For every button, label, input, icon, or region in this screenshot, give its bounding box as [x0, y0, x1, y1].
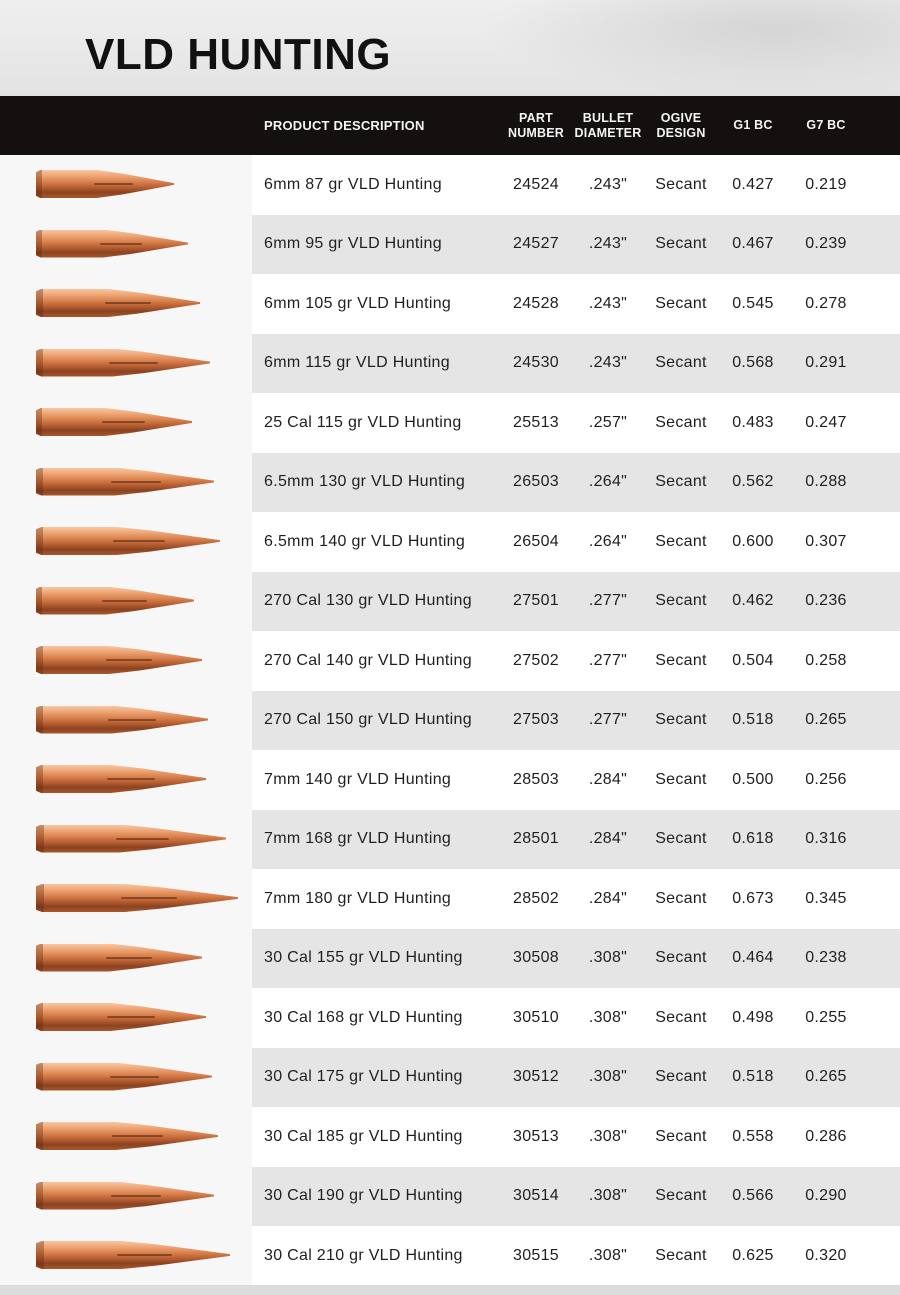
bullet-icon — [36, 1122, 218, 1150]
ogive-design: Secant — [655, 1246, 707, 1264]
table-row — [0, 929, 900, 989]
table-row — [0, 1048, 900, 1108]
part-number: 24527 — [513, 235, 559, 253]
g1-bc: 0.558 — [732, 1127, 774, 1145]
ogive-design: Secant — [655, 175, 707, 193]
part-number: 30515 — [513, 1246, 559, 1264]
bullet-image-cell — [0, 393, 252, 453]
bullet-image-cell — [0, 512, 252, 572]
product-description: 270 Cal 140 gr VLD Hunting — [264, 651, 472, 669]
product-table — [0, 155, 900, 1286]
column-header-bullet-diameter: BULLET DIAMETER — [574, 110, 642, 140]
table-row — [0, 1226, 900, 1286]
table-row — [0, 1167, 900, 1227]
part-number: 28503 — [513, 770, 559, 788]
bullet-icon — [36, 527, 220, 555]
product-description: 6mm 95 gr VLD Hunting — [264, 235, 442, 253]
ogive-design: Secant — [655, 830, 707, 848]
g7-bc: 0.288 — [805, 473, 847, 491]
g7-bc: 0.247 — [805, 413, 847, 431]
bullet-icon — [36, 587, 194, 615]
ogive-design: Secant — [655, 651, 707, 669]
product-description: 30 Cal 175 gr VLD Hunting — [264, 1068, 463, 1086]
g7-bc: 0.258 — [805, 651, 847, 669]
g1-bc: 0.618 — [732, 830, 774, 848]
g1-bc: 0.500 — [732, 770, 774, 788]
g7-bc: 0.265 — [805, 1068, 847, 1086]
product-description: 6.5mm 140 gr VLD Hunting — [264, 532, 466, 550]
g7-bc: 0.290 — [805, 1187, 847, 1205]
g7-bc: 0.255 — [805, 1008, 847, 1026]
bullet-diameter: .277" — [588, 592, 628, 610]
g1-bc: 0.518 — [732, 1068, 774, 1086]
g1-bc: 0.600 — [732, 532, 774, 550]
bullet-image-cell — [0, 1167, 252, 1227]
product-description: 25 Cal 115 gr VLD Hunting — [264, 413, 462, 431]
g7-bc: 0.320 — [805, 1246, 847, 1264]
bullet-icon — [36, 884, 238, 912]
bullet-icon — [36, 408, 192, 436]
bullet-image-cell — [0, 334, 252, 394]
bullet-diameter: .277" — [588, 651, 628, 669]
part-number: 26503 — [513, 473, 559, 491]
bullet-icon — [36, 765, 206, 793]
page-title: VLD HUNTING — [85, 30, 392, 79]
g1-bc: 0.562 — [732, 473, 774, 491]
bullet-image-cell — [0, 631, 252, 691]
ogive-design: Secant — [655, 413, 707, 431]
ogive-design: Secant — [655, 473, 707, 491]
bullet-image-cell — [0, 810, 252, 870]
bullet-diameter: .284" — [588, 770, 628, 788]
g7-bc: 0.239 — [805, 235, 847, 253]
part-number: 24524 — [513, 175, 559, 193]
bullet-diameter: .243" — [588, 294, 628, 312]
table-row — [0, 1107, 900, 1167]
table-row — [0, 810, 900, 870]
g1-bc: 0.462 — [732, 592, 774, 610]
g1-bc: 0.467 — [732, 235, 774, 253]
product-description: 6mm 105 gr VLD Hunting — [264, 294, 452, 312]
product-description: 7mm 180 gr VLD Hunting — [264, 889, 452, 907]
bullet-icon — [36, 825, 226, 853]
bullet-icon — [36, 944, 202, 972]
table-row — [0, 869, 900, 929]
part-number: 26504 — [513, 532, 559, 550]
part-number: 30513 — [513, 1127, 559, 1145]
column-header-g1-bc: G1 BC — [733, 118, 773, 132]
part-number: 24528 — [513, 294, 559, 312]
bullet-diameter: .308" — [588, 1187, 628, 1205]
g7-bc: 0.278 — [805, 294, 847, 312]
bullet-icon — [36, 468, 214, 496]
ogive-design: Secant — [655, 1127, 707, 1145]
part-number: 27501 — [513, 592, 559, 610]
g1-bc: 0.464 — [732, 949, 774, 967]
ogive-design: Secant — [655, 532, 707, 550]
product-description: 270 Cal 150 gr VLD Hunting — [264, 711, 472, 729]
part-number: 30510 — [513, 1008, 559, 1026]
bullet-icon — [36, 349, 210, 377]
ogive-design: Secant — [655, 889, 707, 907]
bullet-icon — [36, 1241, 230, 1269]
bullet-diameter: .264" — [588, 532, 628, 550]
g7-bc: 0.307 — [805, 532, 847, 550]
bullet-diameter: .264" — [588, 473, 628, 491]
bullet-image-cell — [0, 929, 252, 989]
ogive-design: Secant — [655, 592, 707, 610]
g1-bc: 0.625 — [732, 1246, 774, 1264]
bullet-diameter: .284" — [588, 830, 628, 848]
bullet-diameter: .257" — [588, 413, 628, 431]
table-row — [0, 988, 900, 1048]
bullet-icon — [36, 646, 202, 674]
bullet-diameter: .284" — [588, 889, 628, 907]
part-number: 30508 — [513, 949, 559, 967]
table-row — [0, 572, 900, 632]
part-number: 28502 — [513, 889, 559, 907]
bullet-image-cell — [0, 750, 252, 810]
ogive-design: Secant — [655, 235, 707, 253]
g7-bc: 0.238 — [805, 949, 847, 967]
bullet-icon — [36, 1063, 212, 1091]
part-number: 28501 — [513, 830, 559, 848]
ogive-design: Secant — [655, 949, 707, 967]
bullet-diameter: .243" — [588, 235, 628, 253]
g1-bc: 0.483 — [732, 413, 774, 431]
product-description: 30 Cal 168 gr VLD Hunting — [264, 1008, 463, 1026]
bullet-icon — [36, 289, 200, 317]
bullet-icon — [36, 1182, 214, 1210]
bullet-image-cell — [0, 215, 252, 275]
product-description: 30 Cal 210 gr VLD Hunting — [264, 1246, 463, 1264]
ogive-design: Secant — [655, 294, 707, 312]
ogive-design: Secant — [655, 1187, 707, 1205]
product-description: 6.5mm 130 gr VLD Hunting — [264, 473, 466, 491]
product-description: 7mm 140 gr VLD Hunting — [264, 770, 452, 788]
product-description: 6mm 87 gr VLD Hunting — [264, 175, 442, 193]
bullet-diameter: .308" — [588, 1068, 628, 1086]
table-row — [0, 274, 900, 334]
ogive-design: Secant — [655, 770, 707, 788]
bullet-diameter: .243" — [588, 175, 628, 193]
g1-bc: 0.498 — [732, 1008, 774, 1026]
bullet-image-cell — [0, 1107, 252, 1167]
part-number: 30514 — [513, 1187, 559, 1205]
bullet-icon — [36, 230, 188, 258]
product-description: 30 Cal 185 gr VLD Hunting — [264, 1127, 463, 1145]
table-row — [0, 393, 900, 453]
g1-bc: 0.673 — [732, 889, 774, 907]
part-number: 25513 — [513, 413, 559, 431]
part-number: 27503 — [513, 711, 559, 729]
bullet-image-cell — [0, 453, 252, 513]
ogive-design: Secant — [655, 1068, 707, 1086]
ogive-design: Secant — [655, 711, 707, 729]
g7-bc: 0.236 — [805, 592, 847, 610]
product-description: 30 Cal 155 gr VLD Hunting — [264, 949, 463, 967]
table-row — [0, 750, 900, 810]
g7-bc: 0.286 — [805, 1127, 847, 1145]
product-description: 30 Cal 190 gr VLD Hunting — [264, 1187, 463, 1205]
column-header-ogive-design: OGIVE DESIGN — [656, 110, 706, 140]
table-row — [0, 334, 900, 394]
bullet-image-cell — [0, 155, 252, 215]
bullet-image-cell — [0, 988, 252, 1048]
bullet-image-cell — [0, 572, 252, 632]
table-row — [0, 155, 900, 215]
bullet-icon — [36, 170, 174, 198]
g7-bc: 0.265 — [805, 711, 847, 729]
product-description: 7mm 168 gr VLD Hunting — [264, 830, 452, 848]
ogive-design: Secant — [655, 1008, 707, 1026]
bullet-diameter: .308" — [588, 1246, 628, 1264]
page-header — [0, 0, 900, 96]
part-number: 30512 — [513, 1068, 559, 1086]
g7-bc: 0.345 — [805, 889, 847, 907]
product-description: 6mm 115 gr VLD Hunting — [264, 354, 450, 372]
part-number: 24530 — [513, 354, 559, 372]
bullet-image-cell — [0, 1048, 252, 1108]
bullet-diameter: .308" — [588, 949, 628, 967]
product-description: 270 Cal 130 gr VLD Hunting — [264, 592, 472, 610]
bullet-icon — [36, 706, 208, 734]
bullet-icon — [36, 1003, 206, 1031]
column-header-g7-bc: G7 BC — [806, 118, 846, 132]
bullet-image-cell — [0, 691, 252, 751]
bullet-diameter: .243" — [588, 354, 628, 372]
g1-bc: 0.518 — [732, 711, 774, 729]
bullet-diameter: .277" — [588, 711, 628, 729]
table-row — [0, 453, 900, 513]
g7-bc: 0.219 — [805, 175, 847, 193]
bullet-diameter: .308" — [588, 1127, 628, 1145]
g1-bc: 0.427 — [732, 175, 774, 193]
part-number: 27502 — [513, 651, 559, 669]
g1-bc: 0.568 — [732, 354, 774, 372]
g7-bc: 0.291 — [805, 354, 847, 372]
column-header-part-number: PART NUMBER — [507, 110, 565, 140]
table-row — [0, 631, 900, 691]
g1-bc: 0.545 — [732, 294, 774, 312]
g7-bc: 0.316 — [805, 830, 847, 848]
bullet-image-cell — [0, 274, 252, 334]
bullet-image-cell — [0, 1226, 252, 1286]
g1-bc: 0.566 — [732, 1187, 774, 1205]
table-row — [0, 215, 900, 275]
table-row — [0, 512, 900, 572]
g1-bc: 0.504 — [732, 651, 774, 669]
bottom-edge — [0, 1285, 900, 1295]
bullet-diameter: .308" — [588, 1008, 628, 1026]
bullet-image-cell — [0, 869, 252, 929]
table-row — [0, 691, 900, 751]
table-header — [0, 96, 900, 155]
ogive-design: Secant — [655, 354, 707, 372]
g7-bc: 0.256 — [805, 770, 847, 788]
column-header-description: PRODUCT DESCRIPTION — [264, 118, 425, 133]
